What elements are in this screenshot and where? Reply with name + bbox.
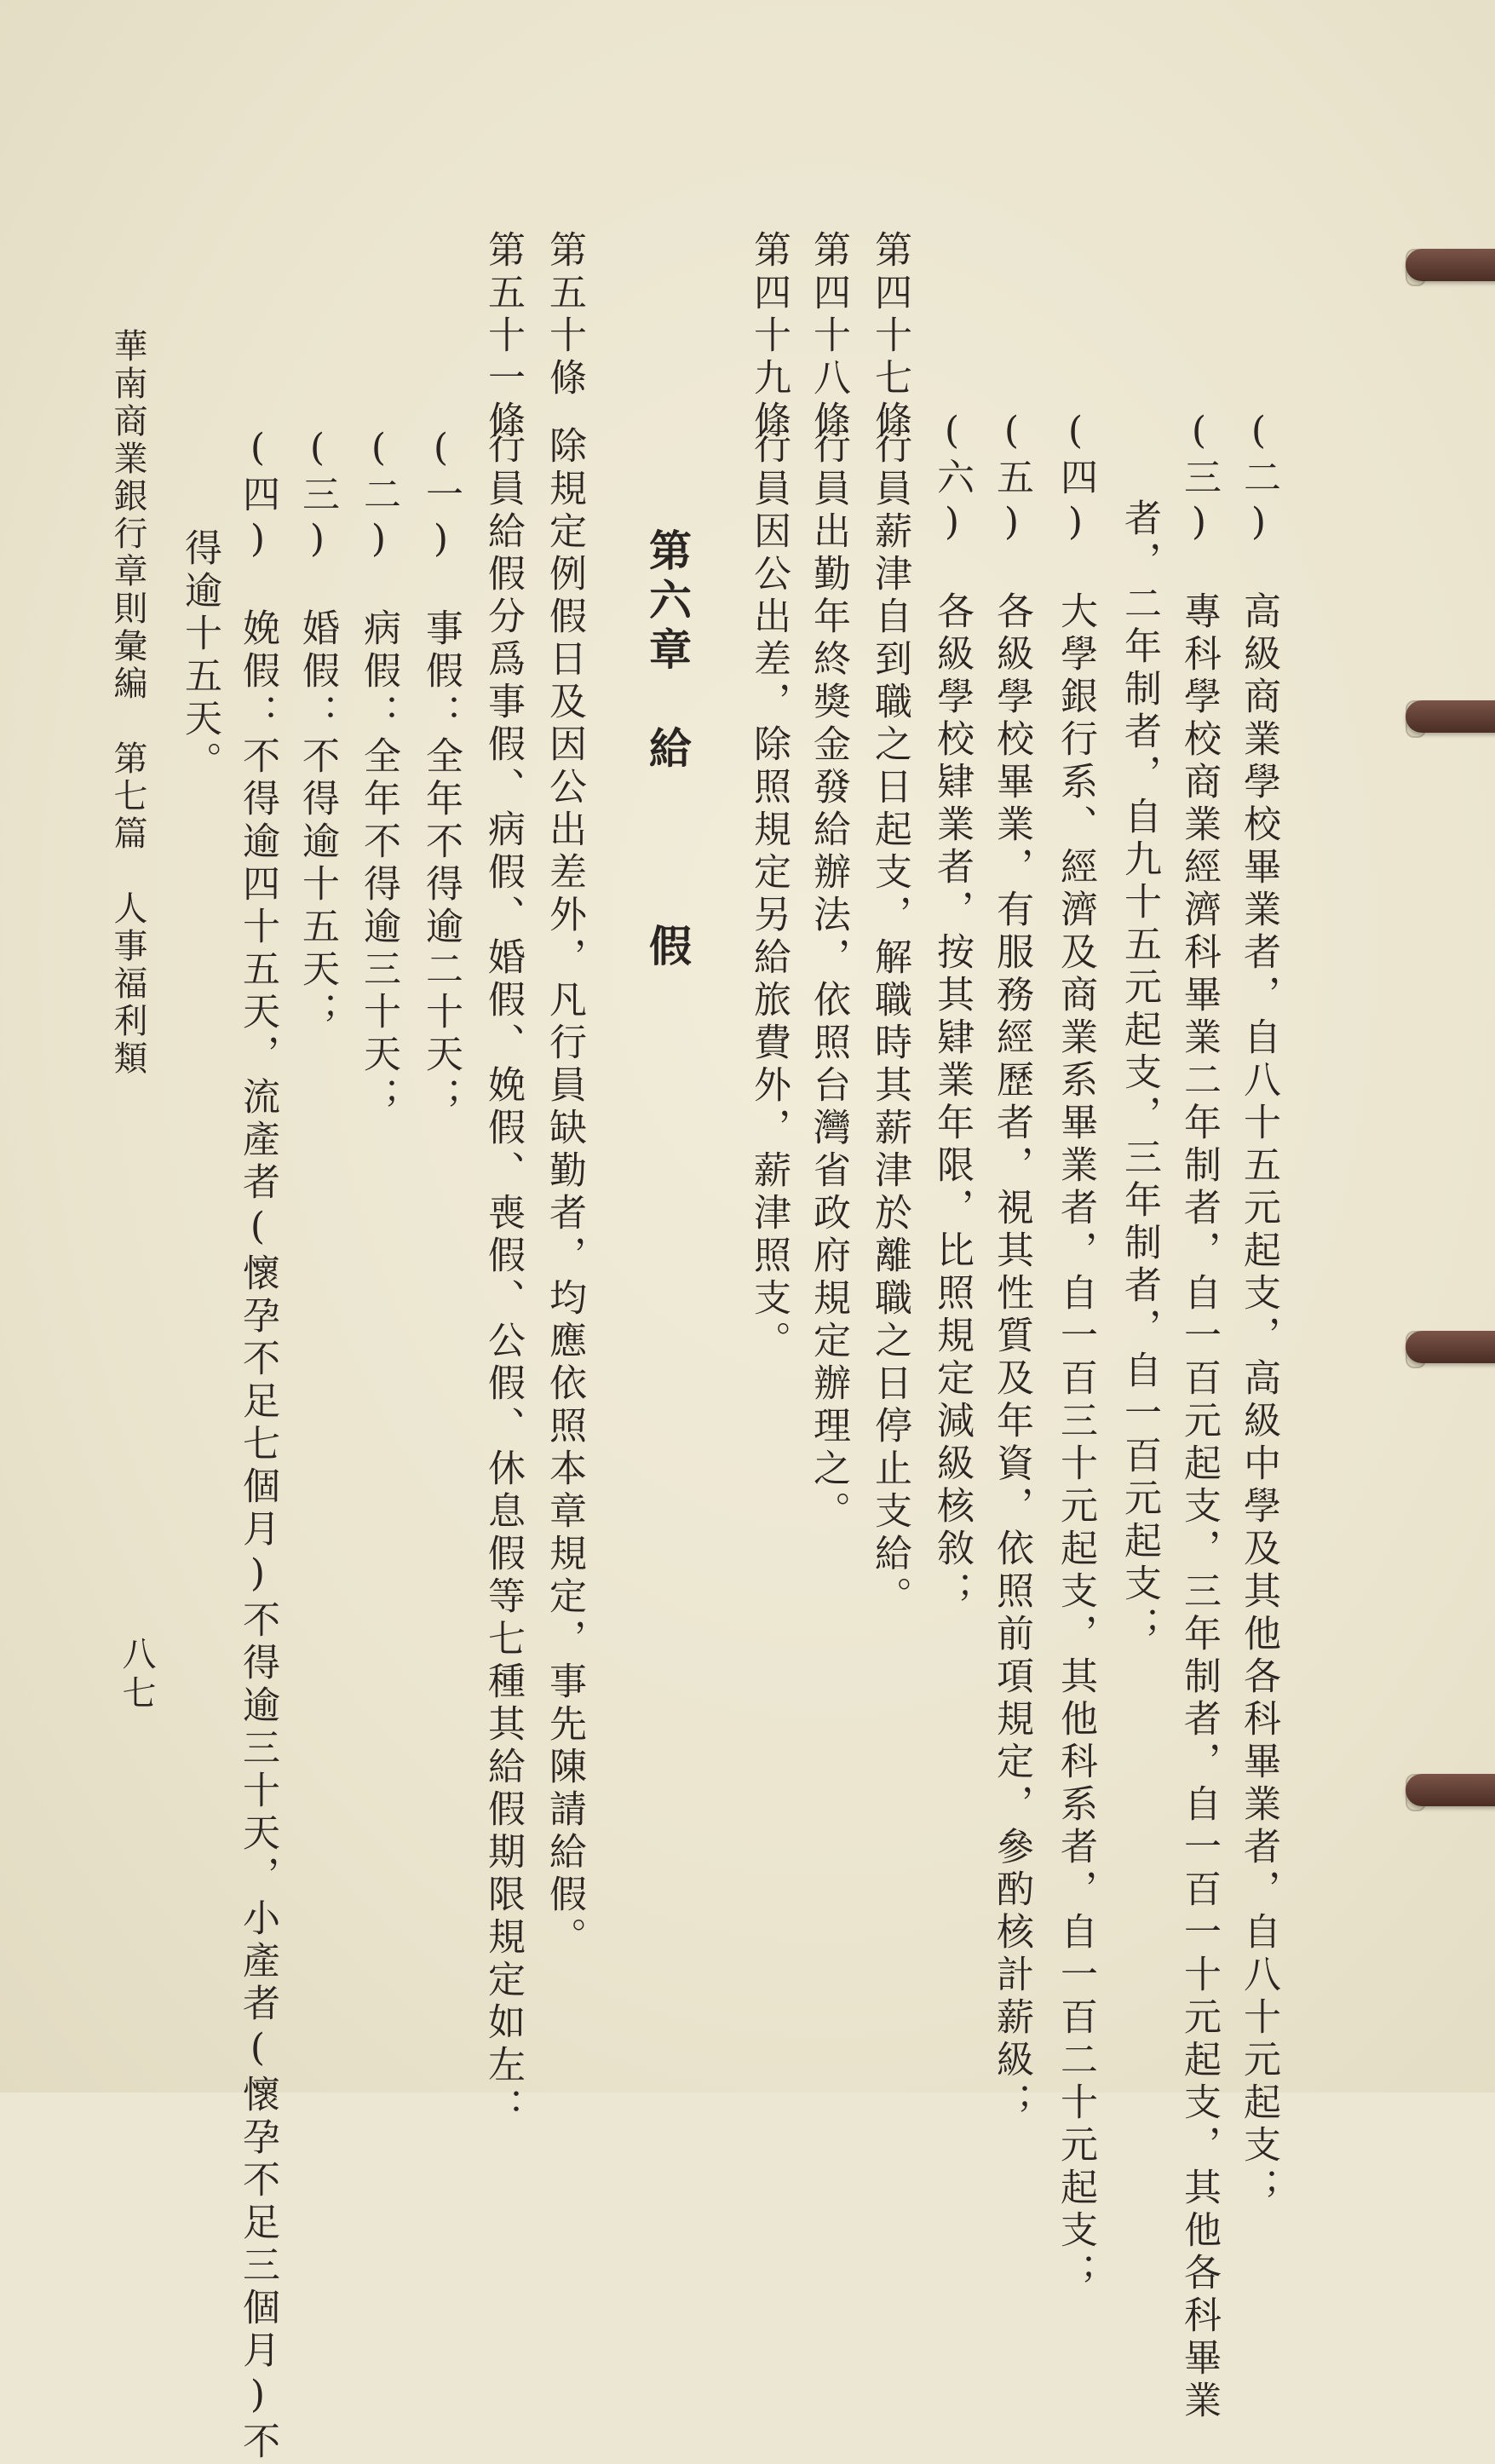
article-48-label: 第四十八條 bbox=[807, 230, 850, 443]
leave-item-4: (四) 娩假：不得逾四十五天，流產者(懷孕不足七個月)不得逾三十天，小產者(懷孕不足三個月)不 bbox=[236, 426, 279, 2464]
item-3-continuation: 者，二年制者，自九十五元起支，三年制者，自一百元起支； bbox=[1118, 498, 1161, 1649]
footer-title: 華南商業銀行章則彙編 第七篇 人事福利類 bbox=[108, 328, 147, 1078]
item-6-text: (六) 各級學校肄業者，按其肄業年限，比照規定減級核敘； bbox=[930, 409, 974, 1614]
binder-ring bbox=[1406, 1331, 1495, 1363]
article-47-label: 第四十七條 bbox=[868, 230, 911, 443]
item-2-text: (二) 高級商業學校畢業者，自八十五元起支，高級中學及其他各科畢業者，自八十元起支； bbox=[1237, 409, 1280, 2210]
article-49-text: 行員因公出差，除照規定另給旅費外，薪津照支。 bbox=[747, 426, 791, 1363]
binder-ring bbox=[1406, 1774, 1495, 1806]
item-5-text: (五) 各級學校畢業，有服務經歷者，視其性質及年資，依照前項規定，參酌核計薪級； bbox=[990, 409, 1033, 2125]
article-49-label: 第四十九條 bbox=[747, 230, 791, 443]
binder-ring bbox=[1406, 249, 1495, 281]
item-4-text: (四) 大學銀行系、經濟及商業系畢業者，自一百三十元起支，其他科系者，自一百二十元起支； bbox=[1054, 409, 1097, 2295]
article-47-text: 行員薪津自到職之日起支，解職時其薪津於離職之日停止支給。 bbox=[868, 426, 911, 1619]
chapter-heading: 第六章 給 假 bbox=[642, 528, 693, 973]
binder-ring bbox=[1406, 700, 1495, 733]
article-51-text: 行員給假分爲事假、病假、婚假、娩假、喪假、公假、休息假等七種其給假期限規定如左： bbox=[481, 426, 525, 2130]
page-number: 八七 bbox=[117, 1636, 156, 1714]
article-51-label: 第五十一條 bbox=[481, 230, 525, 443]
article-50-text: 除規定例假日及因公出差外，凡行員缺勤者，均應依照本章規定，事先陳請給假。 bbox=[543, 426, 586, 1960]
leave-item-2: (二) 病假：全年不得逾三十天； bbox=[357, 426, 400, 1120]
article-48-text: 行員出勤年終獎金發給辦法，依照台灣省政府規定辦理之。 bbox=[807, 426, 850, 1534]
article-50-label: 第五十條 bbox=[543, 230, 586, 400]
item-3-text: (三) 專科學校商業經濟科畢業二年制者，自一百元起支，三年制者，自一百一十元起支，其他各科畢業 bbox=[1177, 409, 1221, 2423]
leave-item-4-continuation: 得逾十五天。 bbox=[178, 528, 221, 784]
leave-item-3: (三) 婚假：不得逾十五天； bbox=[296, 426, 339, 1034]
leave-item-1: (一) 事假：全年不得逾二十天； bbox=[419, 426, 463, 1120]
